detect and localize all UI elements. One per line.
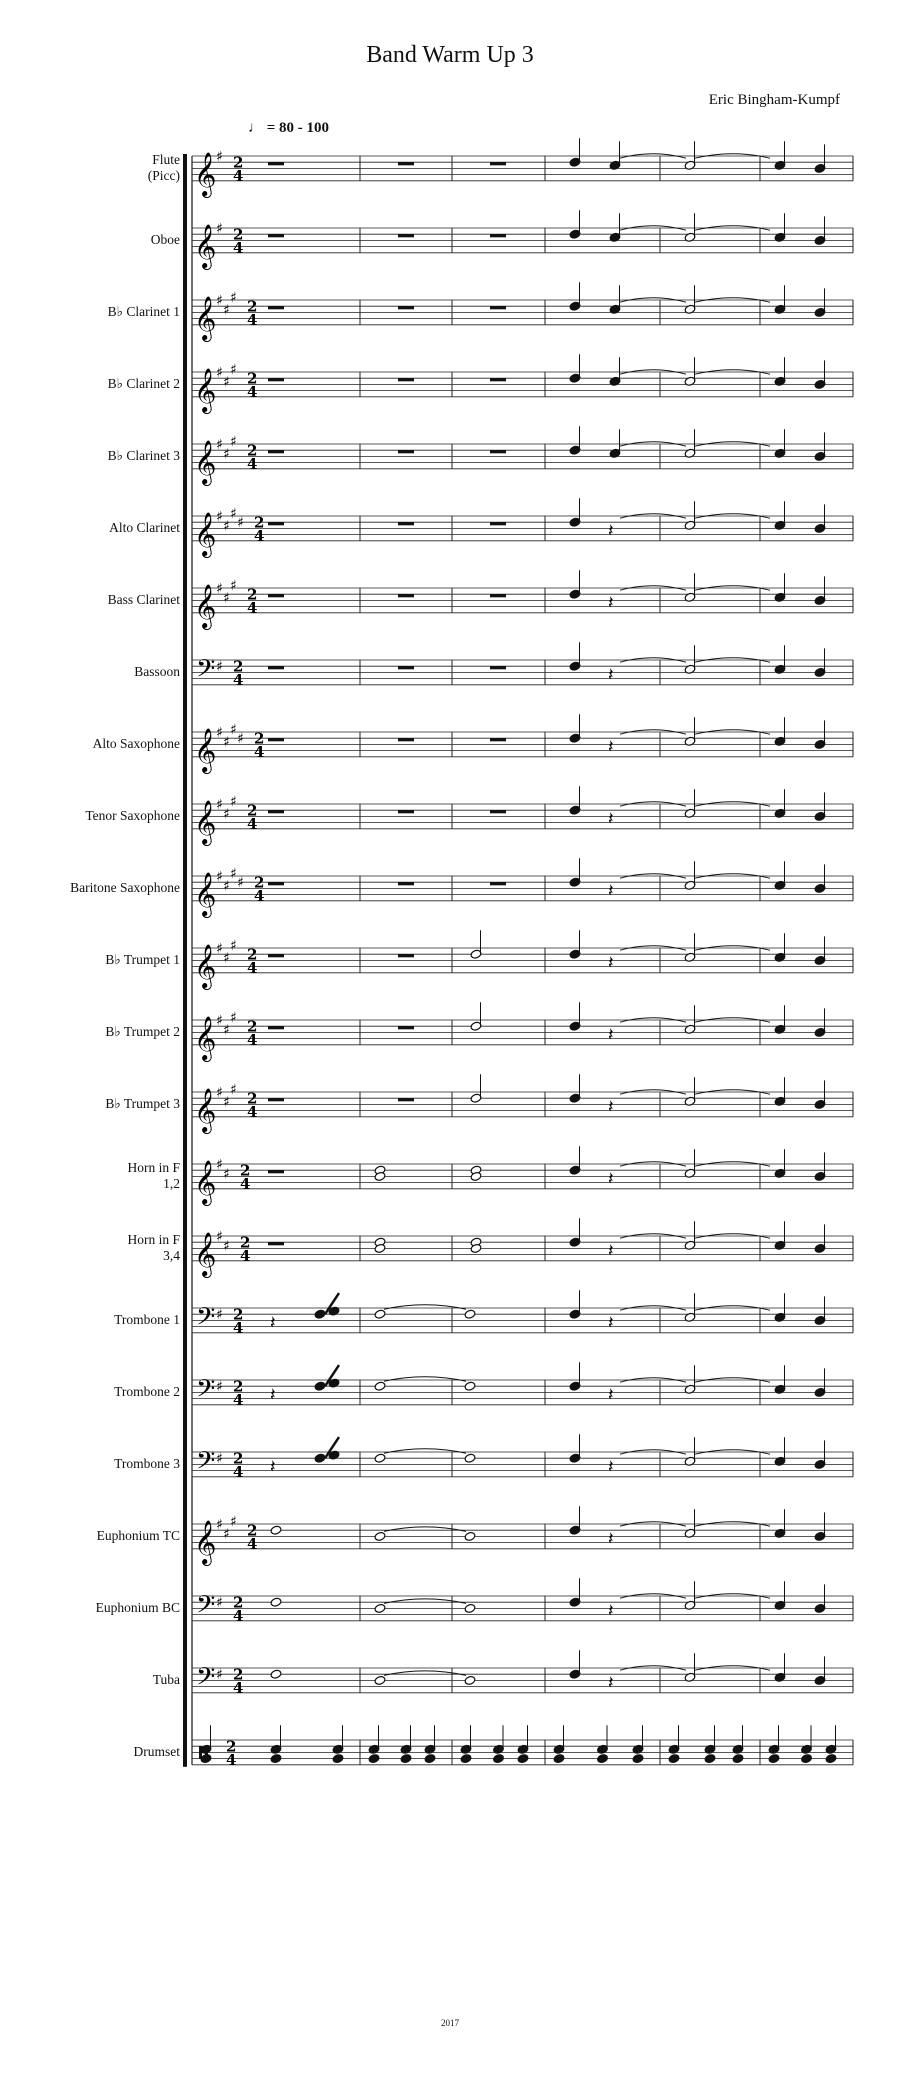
whole-rest (268, 378, 284, 381)
quarter-rest: 𝄽 (608, 808, 614, 830)
treble-clef: 𝄞 (194, 1087, 217, 1132)
whole-rest (268, 1170, 284, 1173)
quarter-rest: 𝄽 (608, 1600, 614, 1622)
whole-rest (398, 810, 414, 813)
key-sharp: ♯ (230, 289, 237, 306)
quarter-rest: 𝄽 (608, 1240, 614, 1262)
time-signature-bottom: 4 (233, 1390, 244, 1409)
key-sharp: ♯ (216, 1517, 223, 1533)
time-signature-top: 2 (233, 1305, 244, 1324)
time-signature-top: 2 (247, 801, 258, 820)
key-sharp: ♯ (216, 725, 223, 741)
note-head (464, 1675, 476, 1685)
time-signature-top: 2 (233, 1449, 244, 1468)
note-head (314, 1381, 326, 1391)
whole-rest (490, 234, 506, 237)
whole-rest (490, 306, 506, 309)
whole-rest (490, 666, 506, 669)
whole-rest (490, 450, 506, 453)
key-sharp: ♯ (216, 1085, 223, 1101)
drum-note (270, 1754, 282, 1764)
whole-rest (268, 882, 284, 885)
bass-clef: 𝄢 (196, 1374, 216, 1410)
whole-rest (490, 522, 506, 525)
note-head (270, 1669, 282, 1679)
instrument-label-line: 1,2 (163, 1176, 180, 1192)
time-signature-top: 2 (233, 657, 244, 676)
time-signature-bottom: 4 (254, 886, 265, 905)
whole-rest (268, 1242, 284, 1245)
drum-note (732, 1754, 744, 1764)
key-sharp: ♯ (216, 797, 223, 813)
whole-rest (398, 234, 414, 237)
time-signature-top: 2 (247, 369, 258, 388)
time-signature-bottom: 4 (233, 1678, 244, 1697)
instrument-label-line: Euphonium BC (95, 1600, 180, 1616)
note-head (374, 1675, 386, 1685)
instrument-label-line: B♭ Clarinet 1 (107, 304, 180, 320)
quarter-rest: 𝄽 (608, 1096, 614, 1118)
time-signature-bottom: 4 (254, 526, 265, 545)
drum-note (768, 1754, 780, 1764)
key-sharp: ♯ (230, 721, 237, 738)
instrument-label-line: Horn in F (127, 1160, 180, 1176)
whole-rest (268, 738, 284, 741)
time-signature-top: 2 (254, 513, 265, 532)
time-signature-top: 2 (247, 585, 258, 604)
note-head (464, 1453, 476, 1463)
whole-rest (490, 810, 506, 813)
key-sharp: ♯ (223, 1094, 230, 1111)
drum-note (825, 1754, 837, 1764)
time-signature-bottom: 4 (247, 310, 258, 329)
whole-rest (398, 450, 414, 453)
time-signature-bottom: 4 (240, 1246, 251, 1265)
whole-rest (268, 162, 284, 165)
whole-rest (268, 306, 284, 309)
bass-clef: 𝄢 (196, 1662, 216, 1698)
note-head (374, 1531, 386, 1541)
time-signature-top: 2 (247, 1017, 258, 1036)
time-signature-top: 2 (247, 1521, 258, 1540)
drum-note (460, 1754, 472, 1764)
time-signature-bottom: 4 (233, 1606, 244, 1625)
instrument-label-line: Baritone Saxophone (70, 880, 180, 896)
instrument-label-line: Oboe (150, 232, 180, 248)
quarter-rest: 𝄽 (270, 1456, 276, 1478)
key-sharp: ♯ (237, 731, 244, 748)
key-sharp: ♯ (216, 941, 223, 957)
quarter-rest: 𝄽 (608, 520, 614, 542)
quarter-rest: 𝄽 (270, 1312, 276, 1334)
note-head (374, 1381, 386, 1391)
whole-rest (398, 162, 414, 165)
instrument-label-line: B♭ Trumpet 2 (105, 1024, 180, 1040)
key-sharp: ♯ (216, 1451, 223, 1468)
key-sharp: ♯ (216, 437, 223, 453)
key-sharp: ♯ (230, 937, 237, 954)
tie (384, 1599, 466, 1604)
time-signature-bottom: 4 (240, 1174, 251, 1193)
time-signature-bottom: 4 (247, 1534, 258, 1553)
whole-rest (398, 882, 414, 885)
key-sharp: ♯ (223, 1526, 230, 1543)
time-signature-bottom: 4 (247, 382, 258, 401)
note-head (464, 1531, 476, 1541)
treble-clef: 𝄞 (194, 1159, 217, 1204)
time-signature-bottom: 4 (247, 598, 258, 617)
treble-clef: 𝄞 (194, 439, 217, 484)
key-sharp: ♯ (216, 659, 223, 676)
bass-clef: 𝄢 (196, 1590, 216, 1626)
time-signature-top: 2 (233, 1665, 244, 1684)
instrument-label-line: Tuba (152, 1672, 180, 1688)
quarter-rest: 𝄽 (608, 1312, 614, 1334)
instrument-label-line: Trombone 3 (114, 1456, 180, 1472)
whole-rest (490, 738, 506, 741)
key-sharp: ♯ (223, 806, 230, 823)
treble-clef: 𝄞 (194, 367, 217, 412)
time-signature-top: 2 (240, 1161, 251, 1180)
time-signature-top: 2 (233, 1377, 244, 1396)
time-signature-top: 2 (226, 1737, 237, 1756)
drum-note (597, 1754, 609, 1764)
whole-rest (268, 234, 284, 237)
instrument-label-line: Drumset (133, 1744, 180, 1760)
whole-rest (268, 450, 284, 453)
instrument-label-line: Horn in F (127, 1232, 180, 1248)
note-head (374, 1309, 386, 1319)
tie (384, 1377, 466, 1382)
whole-rest (398, 666, 414, 669)
time-signature-bottom: 4 (233, 166, 244, 185)
drum-note (517, 1754, 529, 1764)
quarter-rest: 𝄽 (608, 664, 614, 686)
key-sharp: ♯ (230, 1513, 237, 1530)
time-signature-top: 2 (247, 1089, 258, 1108)
key-sharp: ♯ (230, 793, 237, 810)
quarter-rest: 𝄽 (270, 1384, 276, 1406)
whole-rest (398, 378, 414, 381)
key-sharp: ♯ (230, 433, 237, 450)
drum-note (368, 1754, 380, 1764)
drum-note (632, 1754, 644, 1764)
time-signature-top: 2 (240, 1233, 251, 1252)
whole-rest (490, 162, 506, 165)
note-head (464, 1603, 476, 1613)
key-sharp: ♯ (230, 505, 237, 522)
quarter-rest: 𝄽 (608, 1384, 614, 1406)
whole-rest (268, 1098, 284, 1101)
key-sharp: ♯ (216, 1595, 223, 1612)
key-sharp: ♯ (230, 865, 237, 882)
key-sharp: ♯ (223, 518, 230, 535)
quarter-rest: 𝄽 (608, 1672, 614, 1694)
key-sharp: ♯ (230, 1081, 237, 1098)
tie (384, 1671, 466, 1676)
key-sharp: ♯ (223, 302, 230, 319)
composer-name: Eric Bingham-Kumpf (708, 92, 840, 108)
time-signature-bottom: 4 (233, 670, 244, 689)
instrument-label-line: Flute (152, 152, 180, 168)
key-sharp: ♯ (230, 1009, 237, 1026)
time-signature-top: 2 (233, 153, 244, 172)
time-signature-bottom: 4 (247, 1030, 258, 1049)
time-signature-top: 2 (233, 1593, 244, 1612)
tie (384, 1305, 466, 1310)
whole-rest (268, 522, 284, 525)
quarter-rest: 𝄽 (608, 736, 614, 758)
note-head (374, 1453, 386, 1463)
bass-clef: 𝄢 (196, 654, 216, 690)
note-head (314, 1309, 326, 1319)
instrument-label-line: B♭ Trumpet 3 (105, 1096, 180, 1112)
time-signature-bottom: 4 (233, 1462, 244, 1481)
instrument-label-line: Bassoon (134, 664, 180, 680)
key-sharp: ♯ (223, 374, 230, 391)
drum-note (493, 1754, 505, 1764)
treble-clef: 𝄞 (194, 511, 217, 556)
time-signature-top: 2 (247, 297, 258, 316)
treble-clef: 𝄞 (194, 151, 217, 196)
key-sharp: ♯ (230, 361, 237, 378)
drum-note (424, 1754, 436, 1764)
key-sharp: ♯ (216, 1307, 223, 1324)
note-head (464, 1309, 476, 1319)
quarter-rest: 𝄽 (608, 1168, 614, 1190)
instrument-label-line: Euphonium TC (96, 1528, 180, 1544)
whole-rest (490, 378, 506, 381)
quarter-rest: 𝄽 (608, 1456, 614, 1478)
treble-clef: 𝄞 (194, 871, 217, 916)
instrument-label-line: Bass Clarinet (107, 592, 180, 608)
score-title: Band Warm Up 3 (366, 42, 534, 68)
time-signature-bottom: 4 (247, 958, 258, 977)
whole-rest (268, 954, 284, 957)
instrument-label-line: Alto Clarinet (109, 520, 180, 536)
tie (384, 1527, 466, 1532)
key-sharp: ♯ (223, 1022, 230, 1039)
time-signature-top: 2 (247, 441, 258, 460)
drum-note (668, 1754, 680, 1764)
quarter-rest: 𝄽 (608, 1024, 614, 1046)
bass-clef: 𝄢 (196, 1446, 216, 1482)
time-signature-top: 2 (254, 873, 265, 892)
drum-note (400, 1754, 412, 1764)
whole-rest (268, 594, 284, 597)
note-head (270, 1597, 282, 1607)
time-signature-top: 2 (233, 225, 244, 244)
note-head (464, 1381, 476, 1391)
quarter-rest: 𝄽 (608, 592, 614, 614)
key-sharp: ♯ (216, 1229, 223, 1245)
time-signature-bottom: 4 (247, 454, 258, 473)
instrument-label-line: (Picc) (147, 168, 180, 184)
instrument-label-line: Trombone 1 (114, 1312, 180, 1328)
footer-year: 2017 (441, 2018, 459, 2028)
key-sharp: ♯ (216, 1379, 223, 1396)
treble-clef: 𝄞 (194, 295, 217, 340)
instrument-label-line: Trombone 2 (114, 1384, 180, 1400)
key-sharp: ♯ (223, 590, 230, 607)
treble-clef: 𝄞 (194, 1231, 217, 1276)
drum-note (704, 1754, 716, 1764)
key-sharp: ♯ (216, 509, 223, 525)
drum-note (801, 1754, 813, 1764)
key-sharp: ♯ (216, 365, 223, 381)
time-signature-bottom: 4 (247, 1102, 258, 1121)
whole-rest (490, 594, 506, 597)
key-sharp: ♯ (216, 869, 223, 885)
note-head (374, 1603, 386, 1613)
key-sharp: ♯ (223, 950, 230, 967)
whole-rest (398, 1026, 414, 1029)
instrument-label-line: B♭ Clarinet 2 (107, 376, 180, 392)
time-signature-bottom: 4 (233, 1318, 244, 1337)
quarter-rest: 𝄽 (608, 880, 614, 902)
whole-rest (268, 666, 284, 669)
time-signature-bottom: 4 (233, 238, 244, 257)
instrument-label-line: B♭ Trumpet 1 (105, 952, 180, 968)
whole-rest (398, 1098, 414, 1101)
key-sharp: ♯ (237, 875, 244, 892)
whole-rest (398, 594, 414, 597)
tempo-marking: ♩ = 80 - 100 (248, 120, 330, 136)
note-head (314, 1453, 326, 1463)
treble-clef: 𝄞 (194, 727, 217, 772)
whole-rest (398, 306, 414, 309)
key-sharp: ♯ (216, 293, 223, 309)
key-sharp: ♯ (216, 1157, 223, 1173)
instrument-label-line: B♭ Clarinet 3 (107, 448, 180, 464)
key-sharp: ♯ (223, 734, 230, 751)
whole-rest (398, 738, 414, 741)
whole-rest (268, 810, 284, 813)
treble-clef: 𝄞 (194, 223, 217, 268)
treble-clef: 𝄞 (194, 799, 217, 844)
instrument-label-line: 3,4 (163, 1248, 180, 1264)
quarter-rest: 𝄽 (608, 952, 614, 974)
time-signature-bottom: 4 (254, 742, 265, 761)
bass-clef: 𝄢 (196, 1302, 216, 1338)
treble-clef: 𝄞 (194, 1519, 217, 1564)
time-signature-bottom: 4 (247, 814, 258, 833)
key-sharp: ♯ (216, 149, 223, 165)
whole-rest (490, 882, 506, 885)
key-sharp: ♯ (216, 1667, 223, 1684)
key-sharp: ♯ (216, 221, 223, 237)
key-sharp: ♯ (230, 577, 237, 594)
whole-rest (398, 954, 414, 957)
time-signature-top: 2 (247, 945, 258, 964)
key-sharp: ♯ (223, 446, 230, 463)
quarter-rest: 𝄽 (608, 1528, 614, 1550)
key-sharp: ♯ (216, 581, 223, 597)
system-bracket (183, 154, 187, 1767)
instrument-label-line: Tenor Saxophone (85, 808, 180, 824)
whole-rest (268, 1026, 284, 1029)
note-head (270, 1525, 282, 1535)
key-sharp: ♯ (223, 1166, 230, 1183)
key-sharp: ♯ (237, 515, 244, 532)
treble-clef: 𝄞 (194, 943, 217, 988)
treble-clef: 𝄞 (194, 583, 217, 628)
whole-rest (398, 522, 414, 525)
treble-clef: 𝄞 (194, 1015, 217, 1060)
drum-note (553, 1754, 565, 1764)
key-sharp: ♯ (223, 1238, 230, 1255)
time-signature-bottom: 4 (226, 1750, 237, 1769)
tie (384, 1449, 466, 1454)
instrument-label-line: Alto Saxophone (92, 736, 180, 752)
key-sharp: ♯ (216, 1013, 223, 1029)
key-sharp: ♯ (223, 878, 230, 895)
time-signature-top: 2 (254, 729, 265, 748)
drum-note (332, 1754, 344, 1764)
